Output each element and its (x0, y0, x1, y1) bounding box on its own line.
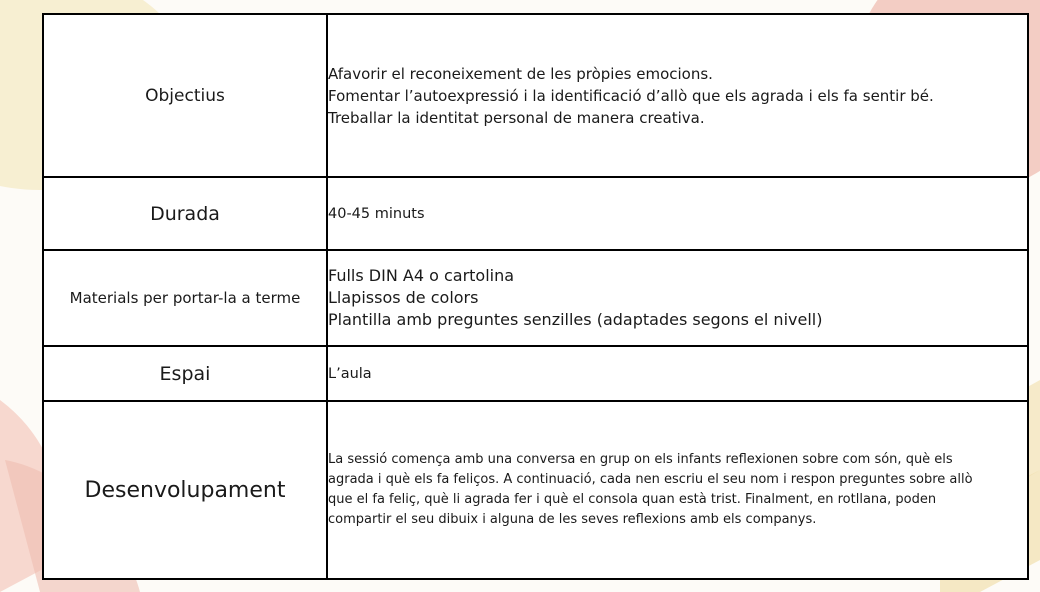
objective-line: Afavorir el reconeixement de les pròpies emocions. (328, 64, 713, 83)
development-line: compartir el seu dibuix i alguna de les seves reflexions amb els companys. (328, 512, 817, 527)
material-line: Llapissos de colors (328, 288, 479, 307)
objective-line: Treballar la identitat personal de manera creativa. (328, 108, 705, 127)
row-label-durada (43, 177, 327, 250)
objective-line: Fomentar l’autoexpressió i la identificació d’allò que els agrada i els fa sentir bé. (328, 86, 934, 105)
row-label-text: Objectius (145, 85, 225, 106)
space-value: L’aula (328, 365, 372, 382)
table-row-materials (43, 250, 1028, 346)
row-content-espai (327, 346, 1028, 401)
duration-value: 40-45 minuts (328, 205, 425, 222)
activity-plan-table (42, 13, 1029, 580)
development-line: que el fa feliç, què li agrada fer i què el consola quan està trist. Finalment, en rotllana, poden (328, 492, 937, 507)
table-row-durada (43, 177, 1028, 250)
row-content-durada (327, 177, 1028, 250)
row-label-text: Desenvolupament (84, 477, 286, 503)
row-label-desenvolupament (43, 401, 327, 579)
development-line: agrada i què els fa feliços. A continuació, cada nen escriu el seu nom i respon preguntes sobre allò (328, 472, 973, 487)
material-line: Plantilla amb preguntes senzilles (adaptades segons el nivell) (328, 310, 823, 329)
row-label-objectius (43, 14, 327, 177)
material-line: Fulls DIN A4 o cartolina (328, 266, 515, 285)
row-label-materials (43, 250, 327, 346)
table-row-objectius (43, 14, 1028, 177)
row-label-espai (43, 346, 327, 401)
table-row-espai (43, 346, 1028, 401)
row-content-materials (327, 250, 1028, 346)
row-content-desenvolupament (327, 401, 1028, 579)
row-label-text: Espai (159, 362, 211, 385)
table-row-desenvolupament (43, 401, 1028, 579)
row-label-text: Durada (150, 202, 220, 225)
row-content-objectius (327, 14, 1028, 177)
development-line: La sessió comença amb una conversa en grup on els infants reflexionen sobre com són, què els (328, 452, 953, 467)
row-label-text: Materials per portar-la a terme (69, 289, 301, 307)
